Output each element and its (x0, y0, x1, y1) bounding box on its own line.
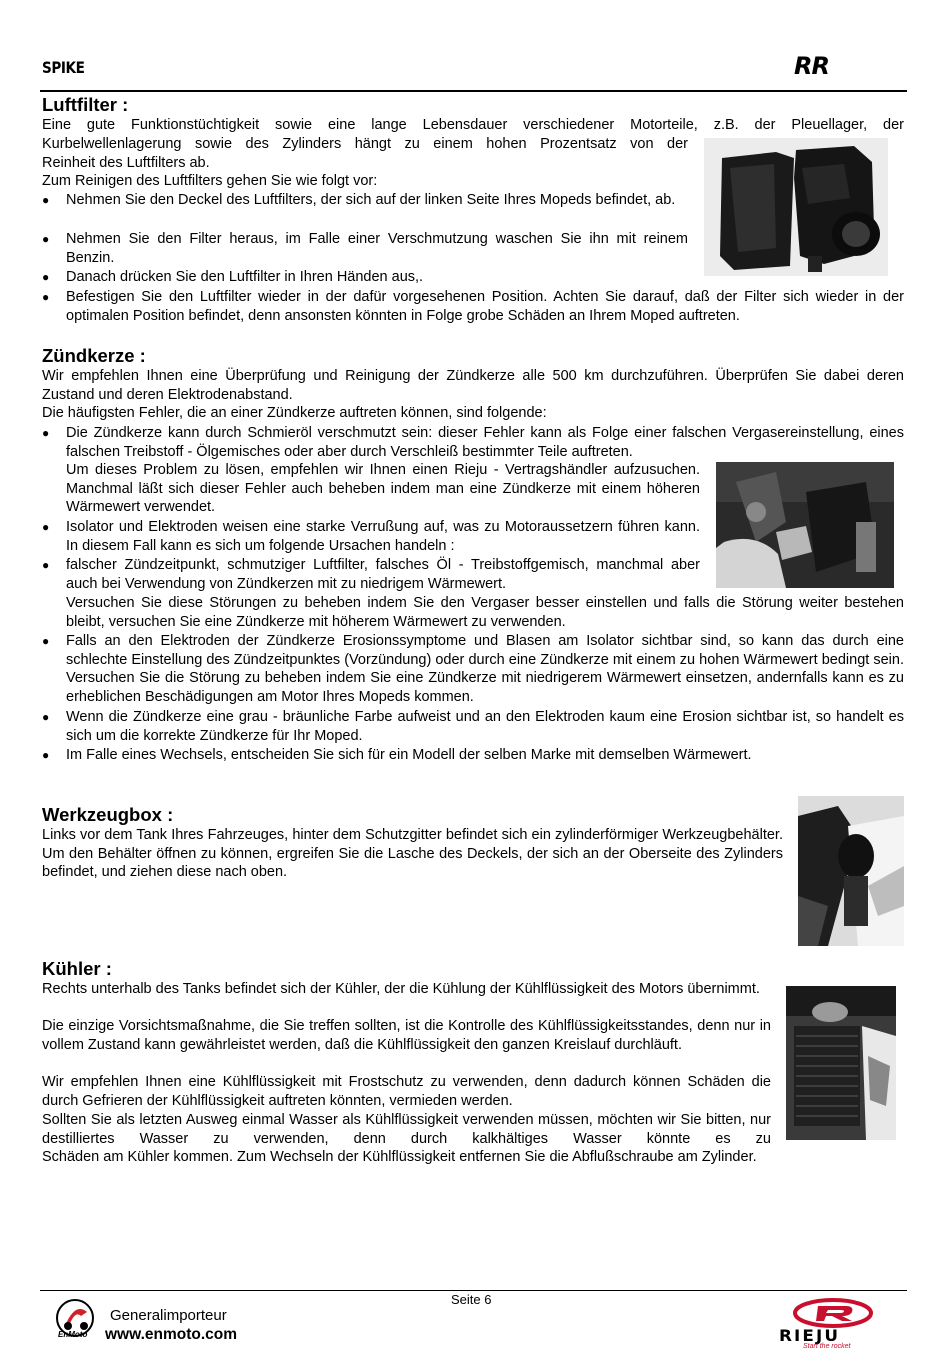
kuehler-text-1: Rechts unterhalb des Tanks befindet sich der Kühler, der die Kühlung der Kühlflüssigkeit des Motors übernimmt. (42, 981, 760, 997)
zuendkerze-fault-1a: Die Zündkerze kann durch Schmieröl verschmutzt sein: dieser Fehler kann als Folge einer falschen Vergasereinstellung, eines falschen Treibstoff - Ölgemisches oder aber durch Verschleiß bestimmter Teile auftreten. (66, 425, 904, 460)
zuendkerze-fault-2: Isolator und Elektroden weisen eine starke Verrußung auf, was zu Motoraussetzern führen kann. In diesem Fall kann es sich um folgende Ursachen handeln : (66, 519, 700, 554)
importer-label: Generalimporteur (110, 1307, 227, 1324)
luftfilter-step-4: Befestigen Sie den Luftfilter wieder in der dafür vorgesehenen Position. Achten Sie darauf, daß der Filter sich wieder in der optimalen Position befindet, denn ansonsten könnten in Folge grobe Schäden an Ihrem Moped auftreten. (66, 289, 904, 324)
luftfilter-step-1: Nehmen Sie den Deckel des Luftfilters, der sich auf der linken Seite Ihres Mopeds befindet, ab. (66, 192, 676, 208)
bullet-dot: ● (42, 290, 50, 304)
luftfilter-intro-3: Reinheit des Luftfilters ab. (42, 155, 210, 171)
heading-luftfilter: Luftfilter : (42, 94, 129, 115)
zuendkerze-fault-3a: falscher Zündzeitpunkt, schmutziger Luftfilter, falsches Öl - Treibstoffgemisch, manchmal aber auch bei Verwendung von Zündkerzen mit zu niedrigem Wärmewert. (66, 557, 700, 592)
heading-kuehler: Kühler : (42, 958, 112, 979)
header-model: SPIKE (42, 58, 85, 77)
luftfilter-intro-2: Kurbelwellenlagerung sowie des Zylinders hängt zu einem hohen Prozentsatz von der (42, 136, 688, 152)
zuendkerze-fault-6: Im Falle eines Wechsels, entscheiden Sie sich für ein Modell der selben Marke mit demselben Wärmewert. (66, 747, 752, 763)
luftfilter-step-2: Nehmen Sie den Filter heraus, im Falle einer Verschmutzung waschen Sie ihn mit reinem Benzin. (66, 231, 688, 266)
zuendkerze-fault-4: Falls an den Elektroden der Zündkerze Erosionssymptome und Blasen am Isolator sichtbar sind, so kann das durch eine schlechte Einstellung des Zündzeitpunktes (Vorzündung) oder durch eine Zündkerze mit einem zu hohen Wärmewert bedingt sein. Versuchen Sie die Störung zu beheben indem Sie eine Zündkerze mit niedrigerem Wärmewert einsetzen, andernfalls kann es zu erheblichen Beschädigungen am Motor Ihres Mopeds kommen. (66, 633, 904, 705)
kuehler-text-4b: Schäden am Kühler kommen. Zum Wechseln der Kühlflüssigkeit entfernen Sie die Abflußschraube am Zylinder. (42, 1149, 757, 1165)
bullet-dot: ● (42, 426, 50, 440)
bullet-dot: ● (42, 634, 50, 648)
heading-werkzeugbox: Werkzeugbox : (42, 804, 174, 825)
zuendkerze-intro: Wir empfehlen Ihnen eine Überprüfung und Reinigung der Zündkerze alle 500 km durchzuführen. Überprüfen Sie dabei deren Zustand und deren Elektrodenabstand. (42, 368, 904, 403)
footer-rule (40, 1290, 907, 1291)
luftfilter-steps-intro: Zum Reinigen des Luftfilters gehen Sie wie folgt vor: (42, 173, 378, 189)
bullet-dot: ● (42, 520, 50, 534)
spark-plug-photo (716, 462, 894, 588)
zuendkerze-faults-intro: Die häufigsten Fehler, die an einer Zündkerze auftreten können, sind folgende: (42, 405, 547, 421)
zuendkerze-fault-1b: Um dieses Problem zu lösen, empfehlen wir Ihnen einen Rieju - Vertragshändler aufzusuchen. Manchmal läßt sich dieser Fehler auch beheben indem man eine Zündkerze mit einem höheren Wärmewert verwendet. (66, 462, 700, 516)
werkzeugbox-text: Links vor dem Tank Ihres Fahrzeuges, hinter dem Schutzgitter befindet sich ein zylinderförmiger Werkzeugbehälter. Um den Behälter öffnen zu können, ergreifen Sie die Lasche des Deckels, der sich an der Oberseite des Zylinders befindet, und ziehen diese nach oben. (42, 827, 783, 881)
heading-zuendkerze: Zündkerze : (42, 345, 146, 366)
rieju-logo-text: RIEJU (779, 1326, 841, 1345)
luftfilter-step-3: Danach drücken Sie den Luftfilter in Ihren Händen aus,. (66, 269, 424, 285)
radiator-photo (786, 986, 896, 1140)
bullet-dot: ● (42, 558, 50, 572)
bullet-dot: ● (42, 193, 50, 207)
zuendkerze-fault-5: Wenn die Zündkerze eine grau - bräunliche Farbe aufweist und an den Elektroden kaum eine Erosion sichtbar ist, so handelt es sich um die korrekte Zündkerze für Ihr Moped. (66, 709, 904, 744)
rieju-slogan: Start the rocket (803, 1343, 851, 1350)
kuehler-text-2: Die einzige Vorsichtsmaßnahme, die Sie treffen sollten, ist die Kontrolle des Kühlflüssigkeitsstandes, denn nur in vollem Zustand kann gewährleistet werden, daß die Kühlflüssigkeit den ganzen Kreislauf durchläuft. (42, 1018, 771, 1053)
kuehler-text-4a: Sollten Sie als letzten Ausweg einmal Wasser als Kühlflüssigkeit verwenden müssen, möchten wir Sie bitten, nur destilliertes Wasser zu verwenden, denn durch kalkhältiges Wasser könnte es zu (42, 1112, 771, 1147)
enmoto-logo-text: EnMoto (58, 1330, 88, 1339)
toolbox-photo (798, 796, 904, 946)
luftfilter-intro-1: Eine gute Funktionstüchtigkeit sowie eine lange Lebensdauer verschiedener Motorteile, z.B. der Pleuellager, der (42, 117, 904, 133)
rieju-emblem (780, 1298, 886, 1328)
header-rule (40, 90, 907, 92)
page-number: Seite 6 (451, 1292, 492, 1307)
bullet-dot: ● (42, 748, 50, 762)
bullet-dot: ● (42, 270, 50, 284)
zuendkerze-fault-3b: Versuchen Sie diese Störungen zu beheben indem Sie den Vergaser besser einstellen und falls die Störung weiter bestehen bleibt, versuchen Sie eine Zündkerze mit höherem Wärmewert zu verwenden. (66, 595, 904, 630)
importer-url[interactable]: www.enmoto.com (105, 1326, 238, 1343)
kuehler-text-3: Wir empfehlen Ihnen eine Kühlflüssigkeit mit Frostschutz zu verwenden, denn dadurch können Schäden die durch Gefrieren der Kühlflüssigkeit auftreten könnten, vermieden werden. (42, 1074, 771, 1109)
air-filter-photo (704, 138, 888, 276)
bullet-dot: ● (42, 710, 50, 724)
bullet-dot: ● (42, 232, 50, 246)
header-variant: RR (794, 52, 829, 80)
